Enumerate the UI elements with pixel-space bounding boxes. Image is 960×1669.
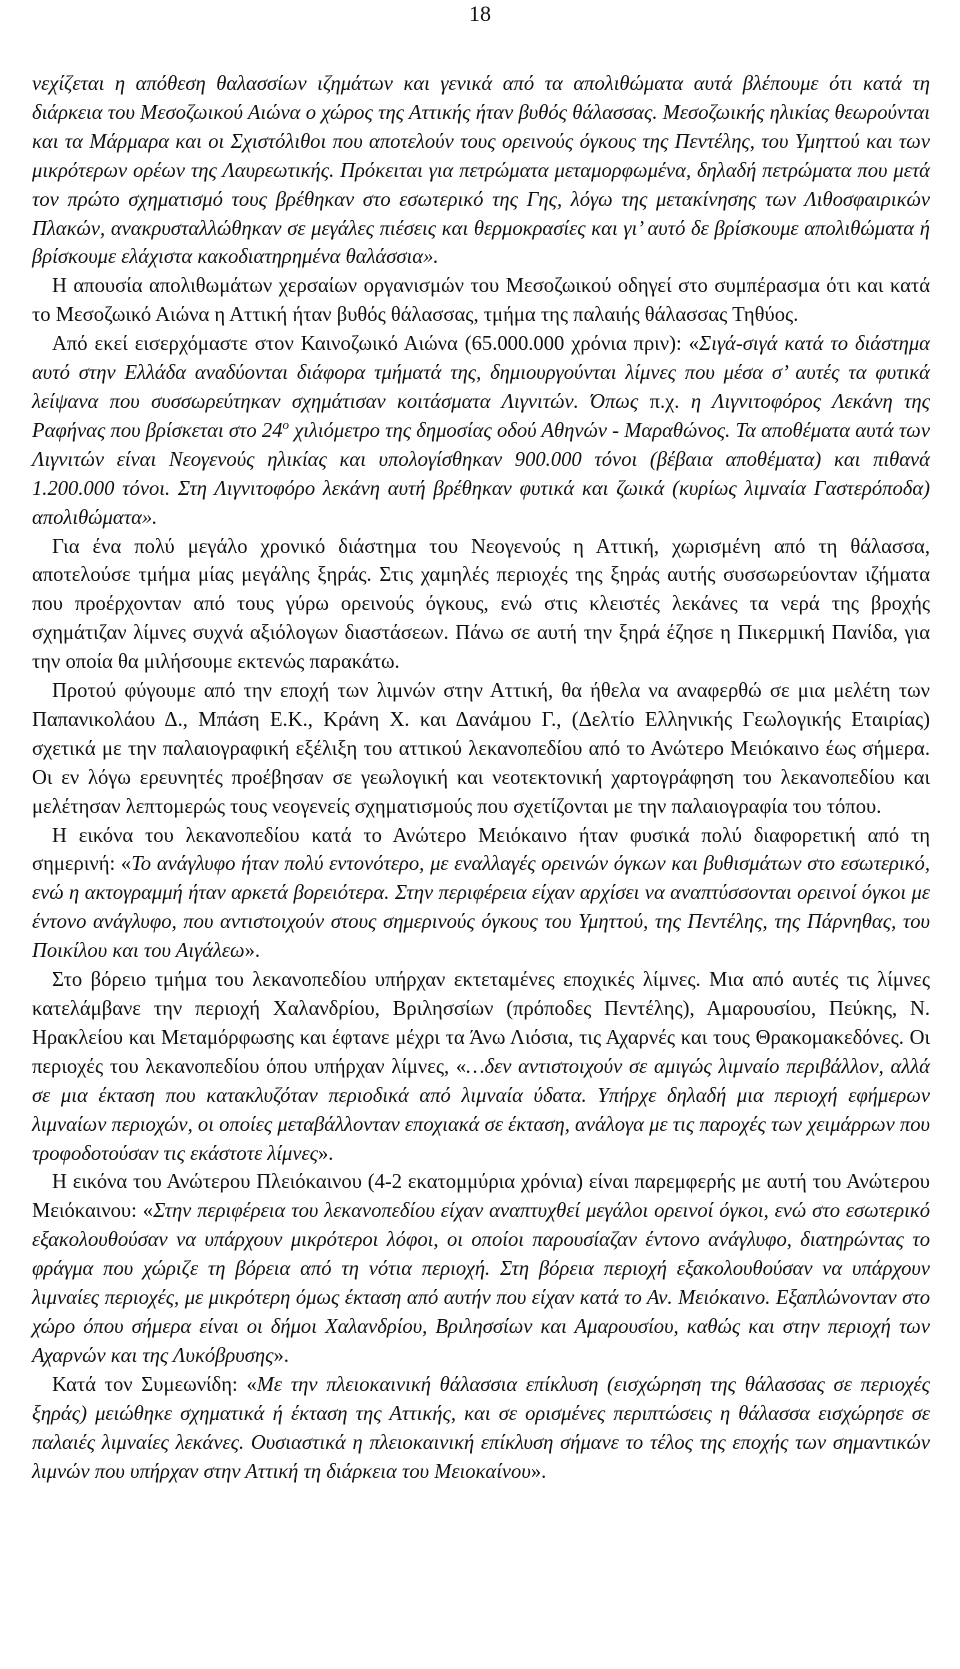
body-text: ». <box>530 1460 547 1483</box>
body-text: Η εικόνα του Ανώτερου Πλειόκαινου (4-2 εκατομμύρια χρόνια) είναι παρεμφερής με αυτή του Ανώτερου Μειόκαινου: « <box>32 1171 930 1223</box>
italic-quote-text: Με την πλειοκαινική θάλασσια επίκλυση (εισχώρηση της θάλασσας σε περιοχές ξηράς) μειώθηκε σχηματικά ή έκταση της Αττικής, και σε ορισμένες περιπτώσεις η θάλασσα εισχώρησε σε παλαιές λιμναίες λεκάνες. Ουσιαστικά η πλειοκαινική επίκλυση σήμανε το τέλος της εποχής των σημαντικών λιμνών που υπήρχαν στην Αττική τη διάρκεια του Μειοκαίνου <box>32 1373 930 1483</box>
body-text: Στο βόρειο τμήμα του λεκανοπεδίου υπήρχαν εκτεταμένες εποχικές λίμνες. Μια από αυτές τις λίμνες κατελάμβανε την περιοχή Χαλανδρίου, Βριλησσίων (πρόποδες Πεντέλης), Αμαρουσίου, Πεύκης, Ν. Ηρακλείου και Μεταμόρφωσης και έφτανε μέχρι τα Άνω Λιόσια, τις Αχαρνές και τους Θρακομακεδόνες. Οι περιοχές του λεκανοπεδίου όπου υπήρχαν λίμνες, « <box>32 969 930 1078</box>
body-paragraph <box>32 272 930 330</box>
body-text: Κατά τον Συμεωνίδη: « <box>52 1373 257 1396</box>
body-text: Προτού φύγουμε από την εποχή των λιμνών στην Αττική, θα ήθελα να αναφερθώ σε μια μελέτη των Παπανικολάου Δ., Μπάση Ε.Κ., Κράνη Χ. και Δανάμου Γ., (Δελτίο Ελληνικής Γεωλογικής Εταιρίας) σχετικά με την παλαιογραφική εξέλιξη του αττικού λεκανοπεδίου από το Ανώτερο Μειόκαινο έως σήμερα. Οι εν λόγω ερευνητές προέβησαν σε γεωλογική και νεοτεκτονική χαρτογράφηση του λεκανοπεδίου και μελέτησαν λεπτομερώς τους νεογενείς σχηματισμούς που σχετίζονται με την παλαιογραφία του τόπου. <box>32 680 930 818</box>
body-text: π.χ. <box>649 390 691 413</box>
body-paragraph <box>32 966 930 1168</box>
body-text: Η εικόνα του λεκανοπεδίου κατά το Ανώτερο Μειόκαινο ήταν φυσικά πολύ διαφορετική από τη σημερινή: « <box>32 824 930 876</box>
body-text: Για ένα πολύ μεγάλο χρονικό διάστημα του Νεογενούς η Αττική, χωρισμένη από τη θάλασσα, αποτελούσε τμήμα μίας μεγάλης ξηράς. Στις χαμηλές περιοχές της ξηράς αυτής συσσωρεύονταν ιζήματα που προέρχονταν από τους γύρω ορεινούς όγκους, ενώ στις κλειστές λεκάνες τα νερά της βροχής σχημάτιζαν λίμνες συχνά αξιόλογων διαστάσεων. Πάνω σε αυτή την ξηρά έζησε η Πικερμική Πανίδα, για την οποία θα μιλήσουμε εκτενώς παρακάτω. <box>32 535 930 674</box>
body-paragraph <box>32 822 930 967</box>
body-paragraph <box>32 1371 930 1487</box>
body-paragraph <box>32 533 930 678</box>
body-text: ». <box>317 1142 334 1165</box>
italic-quote-text: Στην περιφέρεια του λεκανοπεδίου είχαν αναπτυχθεί μεγάλοι ορεινοί όγκοι, ενώ στο εσωτερικό εξακολουθούσαν να υπάρχουν μικρότεροι λόφοι, οι οποίοι παρουσίαζαν έντονο ανάγλυφο, διατηρώντας το φράγμα που χώριζε τη βόρεια από τη νότια περιοχή. Στη βόρεια περιοχή εξακολουθούσαν να υπάρχουν λιμναίες περιοχές, με μικρότερη όμως έκταση από αυτήν που είχαν κατά το Αν. Μειόκαινο. Εξαπλώνονταν στο χώρο όπου σήμερα είναι οι δήμοι Χαλανδρίου, Βριλησσίων και Αμαρουσίου, καθώς και στην περιοχή των Αχαρνών και της Λυκόβρυσης <box>32 1200 931 1367</box>
italic-quote-text: Το ανάγλυφο ήταν πολύ εντονότερο, με εναλλαγές ορεινών όγκων και βυθισμάτων στο εσωτερικό, ενώ η ακτογραμμή ήταν αρκετά βορειότερα. Στην περιφέρεια είχαν αρχίσει να αναπτύσσονται ορεινοί όγκοι με έντονο ανάγλυφο, που αντιστοιχούν στους σημερινούς όγκους του Υμηττού, της Πεντέλης, της Πάρνηθας, του Ποικίλου και του Αιγάλεω <box>32 853 930 963</box>
body-text: ». <box>244 940 261 963</box>
italic-quote-text: η Λιγνιτοφόρος Λεκάνη της Ραφήνας που βρίσκεται στο 24 <box>32 390 931 442</box>
italic-quote-text: χιλιόμετρο της δημοσίας οδού Αθηνών - Μαραθώνος. Τα αποθέματα αυτά των Λιγνιτών είναι Νεογενούς ηλικίας και υπολογίσθηκαν 900.000 τόνοι (βέβαια αποθέματα) και πιθανά 1.200.000 τόνοι. Στη Λιγνιτοφόρο λεκάνη αυτή βρέθηκαν φυτικά και ζωικά (κυρίως λιμναία Γαστερόποδα) απολιθώματα». <box>32 419 930 529</box>
superscript-text: ο <box>282 416 290 432</box>
body-paragraph <box>32 1168 930 1370</box>
page-body <box>32 70 930 1486</box>
body-text: ». <box>273 1344 289 1367</box>
body-text: Από εκεί εισερχόμαστε στον Καινοζωικό Αιώνα (65.000.000 χρόνια πριν): « <box>52 333 699 356</box>
body-paragraph <box>32 330 930 532</box>
italic-quote-text: Σιγά-σιγά κατά το διάστημα αυτό στην Ελλάδα αναδύονται διάφορα τμήματά της, δημιουργούνται λίμνες που μέσα σ’ αυτές τα φυτικά λείψανα που συσσωρεύτηκαν σχημάτισαν κοιτάσματα Λιγνιτών. Όπως <box>32 333 930 413</box>
body-text: Η απουσία απολιθωμάτων χερσαίων οργανισμών του Μεσοζωικού οδηγεί στο συμπέρασμα ότι και κατά το Μεσοζωικό Αιώνα η Αττική ήταν βυθός θάλασσας, τμήμα της παλαιής θάλασσας Τηθύος. <box>32 275 930 327</box>
page-number: 18 <box>469 1 491 26</box>
italic-quote-text: νεχίζεται η απόθεση θαλασσίων ιζημάτων και γενικά από τα απολιθώματα αυτά βλέπουμε ότι κατά τη διάρκεια του Μεσοζωικού Αιώνα ο χώρος της Αττικής ήταν βυθός θάλασσας. Μεσοζωικής ηλικίας θεωρούνται και τα Μάρμαρα και οι Σχιστόλιθοι που αποτελούν τους ορεινούς όγκους της Πεντέλης, του Υμηττού και των μικρότερων ορέων της Λαυρεωτικής. Πρόκειται για πετρώματα μεταμορφωμένα, δηλαδή πετρώματα που μετά τον πρώτο σχηματισμό τους βρέθηκαν στο εσωτερικό της Γης, λόγω της μετακίνησης των Λιθοσφαιρικών Πλακών, ανακρυσταλλώθηκαν σε μεγάλες πιέσεις και θερμοκρασίες και γι’ αυτό δε βρίσκουμε απολιθώματα ή βρίσκουμε ελάχιστα κακοδιατηρημένα θαλάσσια». <box>32 73 930 269</box>
body-paragraph <box>32 70 930 272</box>
italic-quote-text: …δεν αντιστοιχούν σε αμιγώς λιμναίο περιβάλλον, αλλά σε μια έκταση που κατακλυζόταν περιοδικά από λιμναία ύδατα. Υπήρχε δηλαδή μια περιοχή εφήμερων λιμναίων περιοχών, οι οποίες μεταβάλλονταν εποχιακά σε έκταση, ανάλογα με τις παροχές των χειμάρρων που τροφοδοτούσαν τις εκάστοτε λίμνες <box>32 1055 930 1165</box>
body-paragraph <box>32 677 930 822</box>
